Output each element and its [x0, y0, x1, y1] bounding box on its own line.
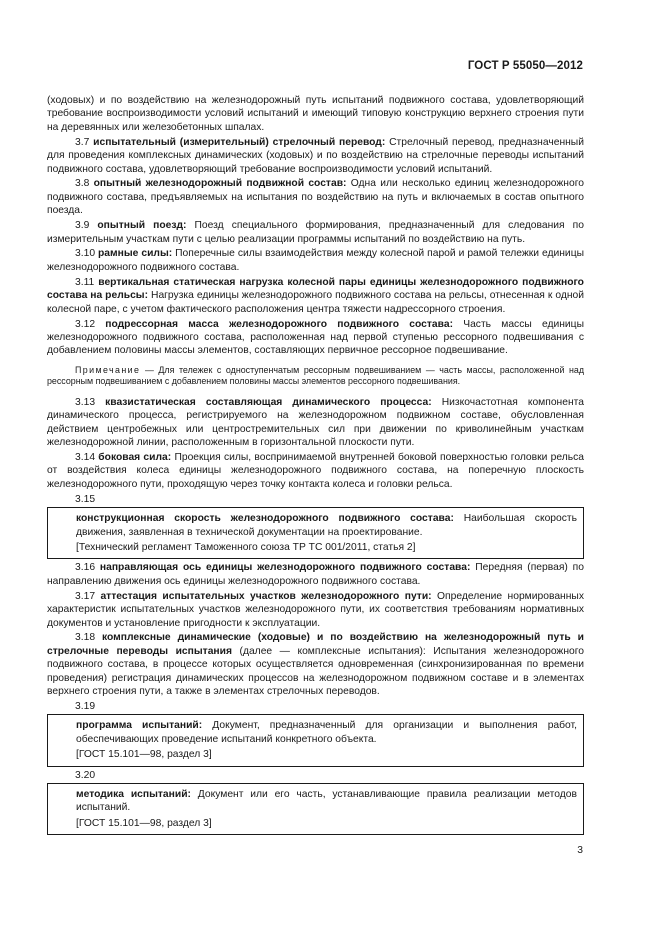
clause-term: программа испытаний: — [76, 720, 203, 732]
clause-term: комплексные динамические (ходовые) и по воздействию на железнодорожный путь и стрелочные переводы испытания — [47, 632, 584, 657]
clause-number: 3.7 — [75, 136, 90, 148]
clause-definition: Поезд специального формирования, предназначенный для следования по измерительным участкам пути с целью реализации программы испытаний по воздействию на путь. — [47, 220, 584, 245]
clause-number: 3.17 — [75, 590, 96, 602]
clause-definition: Передняя (первая) по направлению движения ось единицы железнодорожного подвижного состава. — [47, 562, 584, 587]
clause-definition: Стрелочный перевод, предназначенный для проведения комплексных динамических (ходовых) и по воздействию на стрелочные переводы испытаний подвижного состава, удовлетворяющий требование воспроизводимости условий испытаний. — [47, 136, 584, 175]
clause-term: методика испытаний: — [76, 788, 191, 800]
note-text: — Для тележек с одноступенчатым рессорным подвешиванием — часть массы, расположенной над рессорным подвешиванием с добавлением половины массы элементов рессорного подвешивания. — [47, 364, 584, 387]
clause-definition: Поперечные силы взаимодействия между колесной парой и рамой тележки единицы железнодорожного подвижного состава. — [47, 248, 584, 273]
clause-definition: Одна или несколько единиц железнодорожного подвижного состава, предъявляемых на испытания по воздействию на путь и включаемых в состав опытного поезда. — [47, 178, 584, 217]
clause-3-12 — [47, 318, 584, 358]
clause-term: квазистатическая составляющая динамического процесса: — [105, 396, 432, 408]
clause-definition: Наибольшая скорость движения, заявленная в технической документации на проектирование. — [76, 513, 577, 538]
clause-3-14 — [47, 451, 584, 491]
source-reference: [ГОСТ 15.101—98, раздел 3] — [76, 817, 212, 829]
clause-definition: Часть массы единицы железнодорожного подвижного состава, расположенная над первой ступенью рессорного подвешивания с добавлением половины массы элементов, составляющих первичное рессорное подвешивание. — [47, 318, 584, 357]
clause-number-3-19: 3.19 — [75, 700, 96, 712]
boxed-definition-3-20 — [47, 783, 584, 835]
note-paragraph — [47, 365, 584, 388]
clause-number: 3.12 — [75, 318, 96, 330]
clause-number: 3.8 — [75, 178, 90, 190]
boxed-definition-3-15 — [47, 507, 584, 559]
clause-number: 3.14 — [75, 452, 96, 464]
clause-3-9 — [47, 219, 584, 246]
clause-term: испытательный (измерительный) стрелочный перевод: — [93, 136, 386, 148]
clause-3-13 — [47, 396, 584, 450]
clause-3-7 — [47, 136, 584, 176]
document-body — [47, 94, 584, 837]
clause-number: 3.11 — [75, 276, 95, 288]
clause-number: 3.13 — [75, 396, 96, 408]
clause-term: рамные силы: — [98, 248, 173, 260]
clause-3-17 — [47, 590, 584, 630]
clause-number-3-20: 3.20 — [75, 769, 96, 781]
source-reference: [ГОСТ 15.101—98, раздел 3] — [76, 749, 212, 761]
clause-3-16 — [47, 561, 584, 588]
page-number: 3 — [577, 845, 583, 856]
clause-term: аттестация испытательных участков железнодорожного пути: — [100, 590, 432, 602]
clause-term: вертикальная статическая нагрузка колесной пары единицы железнодорожного подвижного состава на рельсы: — [47, 276, 584, 302]
clause-term: опытный поезд: — [97, 220, 187, 232]
clause-3-10 — [47, 247, 584, 274]
clause-definition: (далее — комплексные испытания): Испытания железнодорожного подвижного состава, в процессе которых осуществляется одновременная (синхронизированная по времени проведения) регистрация динамических процессов на железнодорожном подвижном составе и в элементах верхнего строения пути, а также в элементах стрелочных переводов. — [47, 645, 584, 698]
clause-definition: Документ или его часть, устанавливающие правила реализации методов испытаний. — [76, 788, 577, 814]
clause-3-11 — [47, 276, 584, 316]
source-reference: [Технический регламент Таможенного союза ТР ТС 001/2011, статья 2] — [76, 541, 416, 553]
clause-term: подрессорная масса железнодорожного подвижного состава: — [105, 318, 453, 330]
clause-number: 3.10 — [75, 248, 96, 260]
clause-term: направляющая ось единицы железнодорожного подвижного состава: — [99, 562, 471, 574]
paragraph-continuation: (ходовых) и по воздействию на железнодорожный путь испытаний подвижного состава, удовлетворяющий требование воспроизводимости условий испытаний и имеющий типовую конструкцию верхнего строения пути на деревянных или железобетонных шпалах. — [47, 95, 584, 133]
clause-term: боковая сила: — [98, 452, 172, 464]
clause-term: конструкционная скорость железнодорожного подвижного состава: — [76, 513, 454, 525]
clause-3-18 — [47, 631, 584, 698]
document-id-header: ГОСТ Р 55050—2012 — [467, 60, 583, 72]
boxed-definition-text — [76, 719, 577, 746]
clause-definition: Нагрузка единицы железнодорожного подвижного состава на рельсы, отнесенная к одной колесной паре, с учетом фактического расположения центра тяжести надрессорного строения. — [47, 290, 584, 315]
clause-number: 3.18 — [75, 632, 96, 644]
clause-number: 3.9 — [75, 220, 90, 232]
clause-definition: Определение нормированных характеристик испытательных участков железнодорожного пути, их соответствия требованиям нормативных документов и установление пригодности к эксплуатации. — [47, 590, 584, 629]
clause-definition: Проекция силы, воспринимаемой внутренней боковой поверхностью головки рельса от воздействия колеса единицы железнодорожного подвижного состава, на поперечную плоскость железнодорожного пути, проходящую через точку контакта колеса и головки рельса. — [47, 452, 584, 490]
boxed-definition-text — [76, 512, 577, 539]
clause-3-8 — [47, 177, 584, 217]
clause-definition: Низкочастотная компонента динамического процесса, регистрируемого на железнодорожном подвижном составе, обусловленная действием центробежных или центростремительных сил при движении по криволинейным участкам железнодорожной линии, расположенным в горизонтальной плоскости пути. — [47, 396, 584, 449]
note-label: Примечание — [75, 364, 141, 375]
boxed-definition-text — [76, 788, 577, 815]
clause-term: опытный железнодорожный подвижной состав: — [93, 178, 347, 190]
clause-definition: Документ, предназначенный для организации и выполнения работ, обеспечивающих проведение испытаний конкретного объекта. — [76, 720, 577, 745]
boxed-definition-3-19 — [47, 714, 584, 766]
clause-number: 3.16 — [75, 562, 96, 574]
clause-number-3-15: 3.15 — [75, 493, 96, 505]
